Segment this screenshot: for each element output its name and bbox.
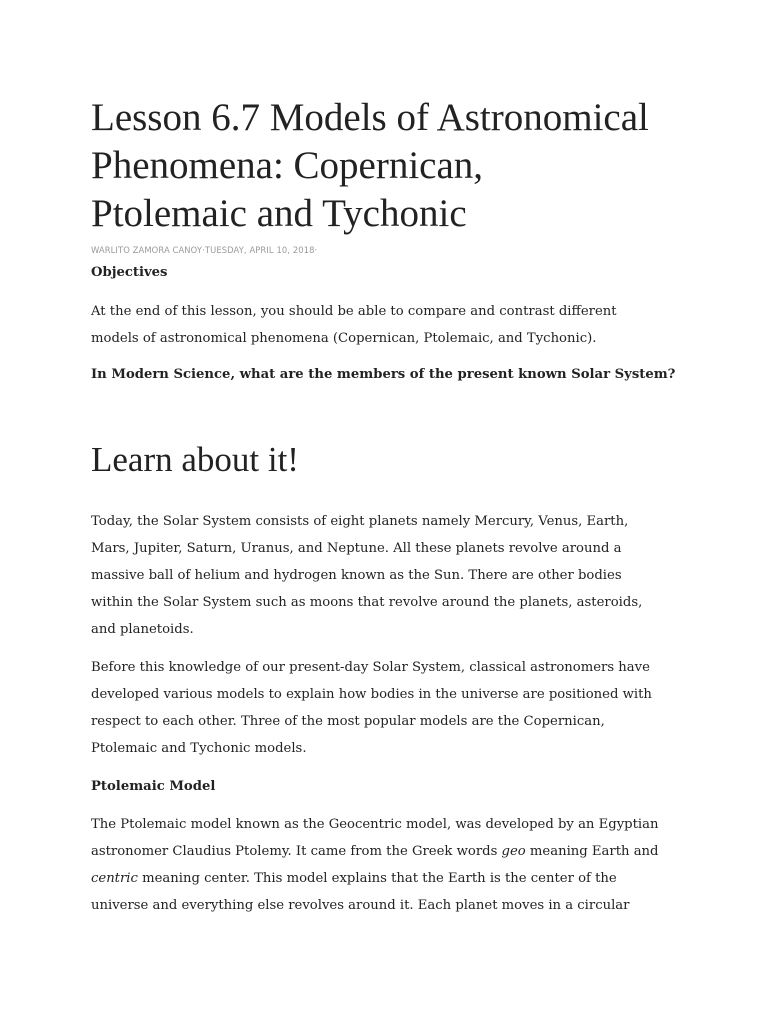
question-text: In Modern Science, what are the members of the present known Solar System? [91, 367, 676, 382]
paragraph-line: Mars, Jupiter, Saturn, Uranus, and Neptune. All these planets revolve around a [91, 541, 622, 556]
text-segment: meaning Earth and [525, 844, 659, 859]
ptolemaic-paragraph [91, 811, 691, 919]
text-segment: meaning center. This model explains that the Earth is the center of the [137, 871, 617, 886]
paragraph-line: respect to each other. Three of the most popular models are the Copernican, [91, 714, 605, 729]
section-title: Learn about it! [91, 440, 299, 479]
paragraph-line: Before this knowledge of our present-day Solar System, classical astronomers have [91, 660, 650, 675]
paragraph-line: universe and everything else revolves around it. Each planet moves in a circular [91, 898, 630, 913]
ptolemaic-heading: Ptolemaic Model [91, 779, 216, 794]
paragraph-line: models of astronomical phenomena (Copernican, Ptolemaic, and Tychonic). [91, 331, 597, 346]
article-title-line: Ptolemaic and Tychonic [91, 192, 467, 235]
article-title-line: Phenomena: Copernican, [91, 144, 484, 187]
emphasis-geo: geo [501, 844, 526, 859]
paragraph-line: Today, the Solar System consists of eight planets namely Mercury, Venus, Earth, [91, 514, 629, 529]
paragraph-line [91, 838, 691, 865]
paragraph-line [91, 865, 691, 892]
article-title-line: Lesson 6.7 Models of Astronomical [91, 96, 649, 139]
paragraph-line: At the end of this lesson, you should be able to compare and contrast different [91, 304, 617, 319]
article-title [91, 94, 691, 238]
text-segment: astronomer Claudius Ptolemy. It came from the Greek words [91, 844, 502, 859]
paragraph-line: within the Solar System such as moons that revolve around the planets, asteroids, [91, 595, 643, 610]
paragraph-line: developed various models to explain how bodies in the universe are positioned with [91, 687, 652, 702]
models-paragraph [91, 654, 691, 762]
article-byline: WARLITO ZAMORA CANOY·TUESDAY, APRIL 10, 2018· [91, 245, 318, 255]
paragraph-line: and planetoids. [91, 622, 194, 637]
solar-system-paragraph [91, 508, 691, 643]
paragraph-line: massive ball of helium and hydrogen known as the Sun. There are other bodies [91, 568, 622, 583]
objectives-paragraph [91, 298, 691, 352]
paragraph-line: The Ptolemaic model known as the Geocentric model, was developed by an Egyptian [91, 817, 659, 832]
objectives-heading: Objectives [91, 265, 168, 280]
emphasis-centric: centric [91, 871, 138, 886]
paragraph-line: Ptolemaic and Tychonic models. [91, 741, 307, 756]
